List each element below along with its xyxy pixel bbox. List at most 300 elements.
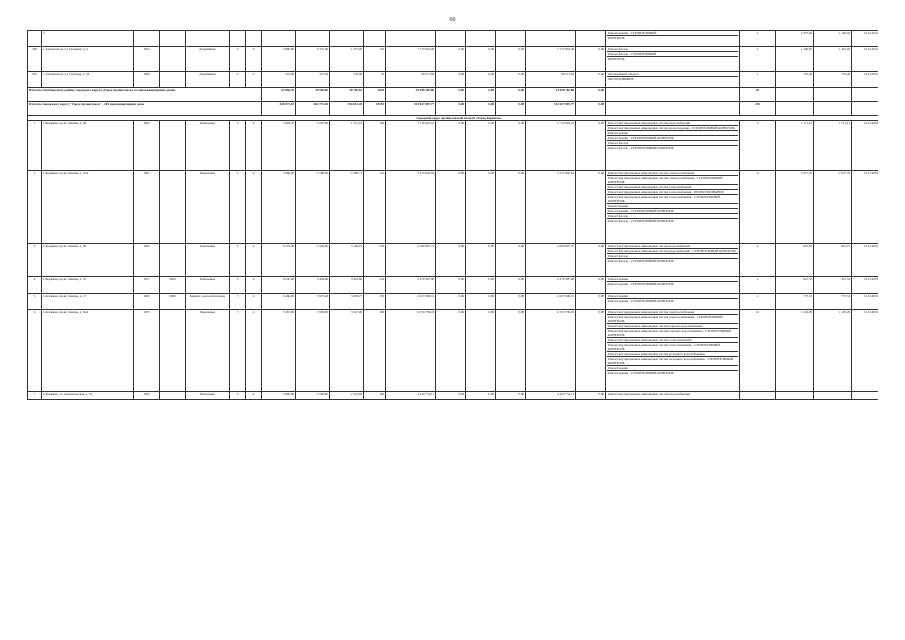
row-number: 3 [28,244,42,277]
value-m6: 0,00 [576,293,606,309]
renovation-year [160,170,186,244]
value-m2: 0,00 [436,121,466,170]
work-item: Ремонт внутридомовых инженерных систем электроснабжения [607,171,738,176]
max-unit-price: 1 877,70 [814,170,852,244]
work-item: Ремонт внутридомовых инженерных систем водоснабжения [607,244,738,249]
floors: 5 [230,391,246,399]
value-m2: 0,00 [436,170,466,244]
work-count: 2 [740,31,776,47]
max-unit-price: 1 361,02 [814,47,852,72]
value-m1: 5 716 923,16 [386,121,436,170]
value-res: 166 [364,121,386,170]
table-row [28,277,879,293]
value-a3: 770,00 [330,71,364,87]
row-number: 2 [28,170,42,244]
empty-cell [606,102,740,116]
wall-material: Деревянные [186,47,230,72]
work-item: Обследование объекта - [607,72,738,77]
house-address: г. Коряжма, ул. Архангельская, д. 23 [42,391,134,399]
max-unit-price: 1 105,44 [814,31,852,47]
value-a3: 1 557,20 [330,47,364,72]
work-item: Ремонт фасада - СТРОИТЕЛЬНЫЙ [607,52,738,57]
unit-price: 1 166,67 [776,47,814,72]
row-number: 7 [28,391,42,399]
floors: 3 [230,47,246,72]
value-m4: 0,00 [496,121,526,170]
works-list [606,71,740,87]
build-year: 1965 [134,293,160,309]
work-item: КОНТРОЛЬ [608,57,625,62]
work-item: Ремонт крыши - СТРОИТЕЛЬНЫЙ КОНТРОЛЬ [608,282,674,287]
work-item: ОБСЛЕДОВАНИЕ [608,76,634,81]
value-m2: 0,00 [436,47,466,72]
work-item: Ремонт внутридомовых инженерных систем теплоснабжения - СТРОИТЕЛЬНЫЙ КОНТРОЛЬ [607,343,738,352]
floors: 5 [230,309,246,391]
total-a3: 29 792,82 [330,88,364,102]
work-item: Ремонт крыши - СТРОИТЕЛЬНЫЙ КОНТРОЛЬ [607,136,738,141]
work-item: Ремонт фасада [607,47,738,52]
build-year: 1959 [134,71,160,87]
value-a3 [330,31,364,47]
value-m1: 90 271,84 [386,71,436,87]
total-res: 2043 [364,88,386,102]
work-count: 2 [740,293,776,309]
summary-label: Итого по Октябрьскому району городского округа «Город Архангельск» по многоквартирным домам [28,88,262,102]
renovation-year [160,71,186,87]
value-a1: 3 603,70 [262,121,296,170]
table-row [28,244,879,277]
value-m3: 0,00 [466,71,496,87]
value-m4: 0,00 [496,277,526,293]
page-number: 60 [449,17,456,23]
house-address: г. Коряжма, пр-кт. Ленина, д. 10А [42,170,134,244]
value-m4: 0,00 [496,293,526,309]
value-m4: 0,00 [496,309,526,391]
value-a2: 3 593,90 [296,309,330,391]
value-a3: 3 146,41 [330,244,364,277]
total-work-count: 49 [740,88,776,102]
work-item: Ремонт крыши [607,366,738,371]
value-a2: 3 245,90 [296,121,330,170]
deadline: 31.12.2019 [852,71,879,87]
empty-cell [776,102,814,116]
value-a1: 6 174,40 [262,244,296,277]
row-number: 4 [28,277,42,293]
value-m3: 0,00 [466,244,496,277]
value-m5: 6 574 739,03 [526,309,576,391]
floors: 5 [230,121,246,170]
total-m3: 0,00 [466,88,496,102]
value-m1: 6 574 739,03 [386,309,436,391]
value-m1: 5 215 002,64 [386,170,436,244]
entrances: 4 [246,309,262,391]
value-m1 [386,31,436,47]
total-m3: 0,00 [466,102,496,116]
table-row [28,31,879,47]
value-a3: 3 693,27 [330,293,364,309]
renovation-year: 2009 [160,277,186,293]
house-address: г. Архангельск, ул. Гагарина, д. 6 [42,47,134,72]
value-a1: 5 367,00 [262,309,296,391]
work-item: Ремонт крыши - СТРОИТЕЛЬНЫЙ КОНТРОЛЬ [608,298,674,303]
empty-cell [852,88,879,102]
max-unit-price: 1 195,29 [814,309,852,391]
house-address: г. Коряжма, пр-кт. Ленина, д. 28 [42,121,134,170]
summary-label: Итого по городскому округу "Город Архангельск" - 204 многоквартирных дома [28,102,262,116]
table-row [28,121,879,170]
entrances: 4 [246,121,262,170]
unit-price: 176,46 [776,71,814,87]
unit-price: 1 711,21 [776,121,814,170]
value-m5: 4 509 867,75 [526,244,576,277]
floors: 5 [230,170,246,244]
work-item: Ремонт внутридомовых инженерных систем теплоснабжения - СТРОИТЕЛЬНЫЙ КОНТРОЛЬ [607,195,738,204]
work-item: Ремонт внутридомовых инженерных систем водоснабжения [608,391,690,396]
empty-cell [852,102,879,116]
value-m3 [466,31,496,47]
work-item: Ремонт внутридомовых инженерных систем теплоснабжения [607,338,738,343]
unit-price: 415,53 [776,277,814,293]
house-address: г. Коряжма, пр-кт. Ленина, д. 30 [42,244,134,277]
value-m6: 0,00 [576,391,606,399]
total-m5: 43 998 182,86 [526,88,576,102]
max-unit-price: 176,46 [814,71,852,87]
renovation-year [160,121,186,170]
work-item: Ремонт внутридомовых инженерных систем электроснабжения - СТРОИТЕЛЬНЫЙ КОНТРОЛЬ [607,315,738,324]
value-a3: 3 547,00 [330,309,364,391]
build-year: 1975 [134,309,160,391]
value-a2: 6 137,40 [296,47,330,72]
value-m1: 4 419 754,11 [386,391,436,399]
unit-price: 1 145,29 [776,309,814,391]
value-m2: 0,00 [436,244,466,277]
value-a1: 6 035,00 [262,277,296,293]
value-m6: 0,00 [576,277,606,293]
entrances: 4 [246,170,262,244]
deadline [852,391,879,399]
value-m6: 0,00 [576,309,606,391]
work-item: Ремонт внутридомовых инженерных систем холодного водоснабжения - СТРОИТЕЛЬНЫЙ КОНТРОЛЬ [607,357,738,366]
work-item: Ремонт внутридомовых инженерных систем водоснабжения - СТРОИТЕЛЬНЫЙ КОНТРОЛЬ [607,249,738,254]
total-m1: 43 998 182,86 [386,88,436,102]
value-a1: 3 895,00 [262,391,296,399]
deadline: 31.12.2019 [852,244,879,277]
table-row [28,71,879,87]
table-row [28,170,879,244]
floors [230,31,246,47]
work-item: Ремонт фасада [607,254,738,259]
value-a1: 572,00 [262,71,296,87]
renovation-year [160,309,186,391]
value-a3: 1 371,19 [330,121,364,170]
unit-price: 1 075,46 [776,31,814,47]
value-m3: 0,00 [466,293,496,309]
value-m2: 0,00 [436,391,466,399]
wall-material: Деревянные [186,71,230,87]
value-m2: 0,00 [436,309,466,391]
unit-price: 821,01 [776,244,814,277]
value-a3: 2 523,69 [330,391,364,399]
works-list [606,47,740,72]
value-m5: 5 215 002,64 [526,170,576,244]
table-row [28,293,879,309]
value-m6: 0,00 [576,47,606,72]
work-count: 2 [740,47,776,72]
build-year [134,31,160,47]
floors: 5 [230,277,246,293]
work-item: Ремонт крыши [607,204,738,209]
value-res [364,31,386,47]
house-address: г. Коряжма, пр-кт. Ленина, д. 35 [42,277,134,293]
max-unit-price [814,391,852,399]
renovation-year [160,391,186,399]
work-item: Ремонт фасада - СТРОИТЕЛЬНЫЙ КОНТРОЛЬ [608,259,674,264]
table-row [28,309,879,391]
total-m6: 0,00 [576,102,606,116]
house-address: г. Коряжма, пр-кт. Ленина, д. 17 [42,293,134,309]
deadline: 31.12.2019 [852,121,879,170]
wall-material: Панельные [186,309,230,391]
value-a2: 5 975,40 [296,293,330,309]
summary-row [28,88,879,102]
build-year: 1962 [134,121,160,170]
unit-price: 1 877,70 [776,170,814,244]
wall-material: Панельные [186,121,230,170]
value-a1 [262,31,296,47]
max-unit-price: 415,53 [814,277,852,293]
wall-material: Панельные [186,277,230,293]
value-m3: 0,00 [466,277,496,293]
total-m6: 0,00 [576,88,606,102]
row-number: 5 [28,293,42,309]
work-item: Ремонт внутридомовых инженерных систем теплоснабжения - ПРОЕКТИРОВАНИЕ [607,190,738,195]
renovation-year [160,31,186,47]
row-number: 201 [28,71,42,87]
total-res: 18193 [364,102,386,116]
value-a2: 2 548,00 [296,391,330,399]
deadline: 31.12.2019 [852,277,879,293]
table-row [28,47,879,72]
value-m5: 4 419 754,11 [526,391,576,399]
build-year: 1962 [134,244,160,277]
value-a2: 5 494,00 [296,277,330,293]
total-work-count: 252 [740,102,776,116]
floors: 5 [230,244,246,277]
entrances: 4 [246,391,262,399]
value-m5: 5 716 923,16 [526,121,576,170]
value-res: 253 [364,293,386,309]
work-count: 1 [740,71,776,87]
row-number: 6 [28,309,42,391]
value-m2 [436,31,466,47]
works-list [606,244,740,277]
work-item: КОНТРОЛЬ [608,36,625,40]
capital-repair-table [27,30,878,400]
work-item: Ремонт крыши - СТРОИТЕЛЬНЫЙ КОНТРОЛЬ [608,370,674,375]
value-m5: 7 713 953,48 [526,47,576,72]
value-a3: 3 455,86 [330,277,364,293]
value-m6: 0,00 [576,170,606,244]
report-table-container [27,30,878,636]
region-title: Городской округ Архангельской области «Город Коряжма» [28,116,879,121]
value-m1: 4 527 000,01 [386,293,436,309]
renovation-year [160,47,186,72]
value-a2: 2 780,00 [296,170,330,244]
row-number: 1 [28,121,42,170]
build-year: 1971 [134,277,160,293]
build-year: 1961 [134,170,160,244]
works-list [606,309,740,391]
table-body [28,31,879,400]
work-item: Ремонт внутридомовых инженерных систем электроснабжения - СТРОИТЕЛЬНЫЙ КОНТРОЛЬ [607,176,738,185]
value-res: 25 [364,71,386,87]
work-item: Ремонт фасада - СТРОИТЕЛЬНЫЙ КОНТРОЛЬ [608,218,674,223]
unit-price: 773,53 [776,293,814,309]
house-address: 2 [42,31,134,47]
value-res: 182 [364,391,386,399]
works-list [606,121,740,170]
total-m2: 0,00 [436,88,466,102]
value-m6: 0,00 [576,121,606,170]
value-m3: 0,00 [466,170,496,244]
summary-row [28,102,879,116]
entrances [246,31,262,47]
value-m5: 2 279 397,08 [526,277,576,293]
work-item: Ремонт крыши - СТРОИТЕЛЬНЫЙ [607,31,738,36]
work-item: Ремонт крыши [607,294,738,299]
value-m3: 0,00 [466,47,496,72]
work-item: Ремонт фасада [607,214,738,219]
total-a2: 464 772,40 [296,102,330,116]
work-item: Ремонт фасада - СТРОИТЕЛЬНЫЙ КОНТРОЛЬ [608,146,674,151]
total-m2: 0,00 [436,102,466,116]
floors: 5 [230,293,246,309]
value-a2 [296,31,330,47]
value-a2: 515,20 [296,71,330,87]
value-m1: 2 279 397,08 [386,277,436,293]
works-list [606,293,740,309]
value-m4: 0,00 [496,391,526,399]
work-count: 6 [740,170,776,244]
work-item: Ремонт фасада [607,141,738,146]
value-m4: 0,00 [496,71,526,87]
build-year: 1959 [134,391,160,399]
value-a1: 3 086,00 [262,170,296,244]
value-m2: 0,00 [436,277,466,293]
work-item: Ремонт внутридомовых инженерных систем электроснабжения [607,310,738,315]
value-a2: 5 556,90 [296,244,330,277]
work-item: Ремонт внутридомовых инженерных систем горячего водоснабжения - СТРОИТЕЛЬНЫЙ КОНТРОЛЬ [607,329,738,338]
works-list [606,391,740,399]
value-m5: 4 527 000,01 [526,293,576,309]
entrances: 6 [246,293,262,309]
work-item: Ремонт крыши - СТРОИТЕЛЬНЫЙ КОНТРОЛЬ [607,209,738,214]
value-a3: 2 296,71 [330,170,364,244]
work-count: 2 [740,277,776,293]
entrances: 4 [246,244,262,277]
value-m5: 90 271,84 [526,71,576,87]
renovation-year: 2009 [160,293,186,309]
total-a1: 63 856,70 [262,88,296,102]
work-count: 4 [740,244,776,277]
empty-cell [814,102,852,116]
value-m4: 0,00 [496,47,526,72]
works-list [606,170,740,244]
total-m5: 514 927 887,77 [526,102,576,116]
floors: 2 [230,71,246,87]
row-number [28,31,42,47]
deadline: 31.12.2019 [852,170,879,244]
work-item: Ремонт внутридомовых инженерных систем горячего водоснабжения [607,324,738,329]
value-m4 [496,31,526,47]
deadline: 31.12.2019 [852,47,879,72]
works-list [606,31,740,47]
works-list [606,277,740,293]
value-res: 141 [364,170,386,244]
total-a3: 294 012,45 [330,102,364,116]
total-m4: 0,00 [496,102,526,116]
value-m5 [526,31,576,47]
renovation-year [160,244,186,277]
empty-cell [776,88,814,102]
work-count [740,391,776,399]
wall-material [186,31,230,47]
work-item: Ремонт внутридомовых инженерных систем теплоснабжения [607,185,738,190]
value-m4: 0,00 [496,244,526,277]
wall-material: Кирпич / железобетонные [186,293,230,309]
value-res: 190 [364,309,386,391]
total-m4: 0,00 [496,88,526,102]
total-m1: 514 927 887,77 [386,102,436,116]
max-unit-price: 1 711,21 [814,121,852,170]
entrances: 2 [246,71,262,87]
work-item: Ремонт крыши [607,131,738,136]
value-m6: 0,00 [576,244,606,277]
total-a1: 520 073,10 [262,102,296,116]
table-row [28,391,879,399]
work-count: 10 [740,309,776,391]
value-m6: 0,00 [576,71,606,87]
house-address: г. Архангельск, ул. Свободы, д. 53 [42,71,134,87]
value-m4: 0,00 [496,170,526,244]
max-unit-price: 773,53 [814,293,852,309]
value-m1: 7 713 953,48 [386,47,436,72]
deadline: 31.12.2019 [852,293,879,309]
value-res: 154 [364,47,386,72]
unit-price [776,391,814,399]
empty-cell [814,88,852,102]
max-unit-price: 821,01 [814,244,852,277]
work-count: 5 [740,121,776,170]
value-m2: 0,00 [436,293,466,309]
value-m3: 0,00 [466,391,496,399]
value-m3: 0,00 [466,309,496,391]
entrances: 6 [246,277,262,293]
value-a1: 6 466,00 [262,293,296,309]
value-m6 [576,31,606,47]
value-m3: 0,00 [466,121,496,170]
value-res: 233 [364,244,386,277]
work-item: Ремонт внутридомовых инженерных систем холодного водоснабжения [607,352,738,357]
work-item: Ремонт крыши [607,277,738,282]
value-a1: 5 899,00 [262,47,296,72]
entrances: 6 [246,47,262,72]
work-item: Ремонт внутридомовых инженерных систем водоотведения - СТРОИТЕЛЬНЫЙ КОНТРОЛЬ [607,126,738,131]
value-m2: 0,00 [436,71,466,87]
wall-material: Панельные [186,244,230,277]
value-m1: 4 509 867,75 [386,244,436,277]
total-a2: 39 928,00 [296,88,330,102]
